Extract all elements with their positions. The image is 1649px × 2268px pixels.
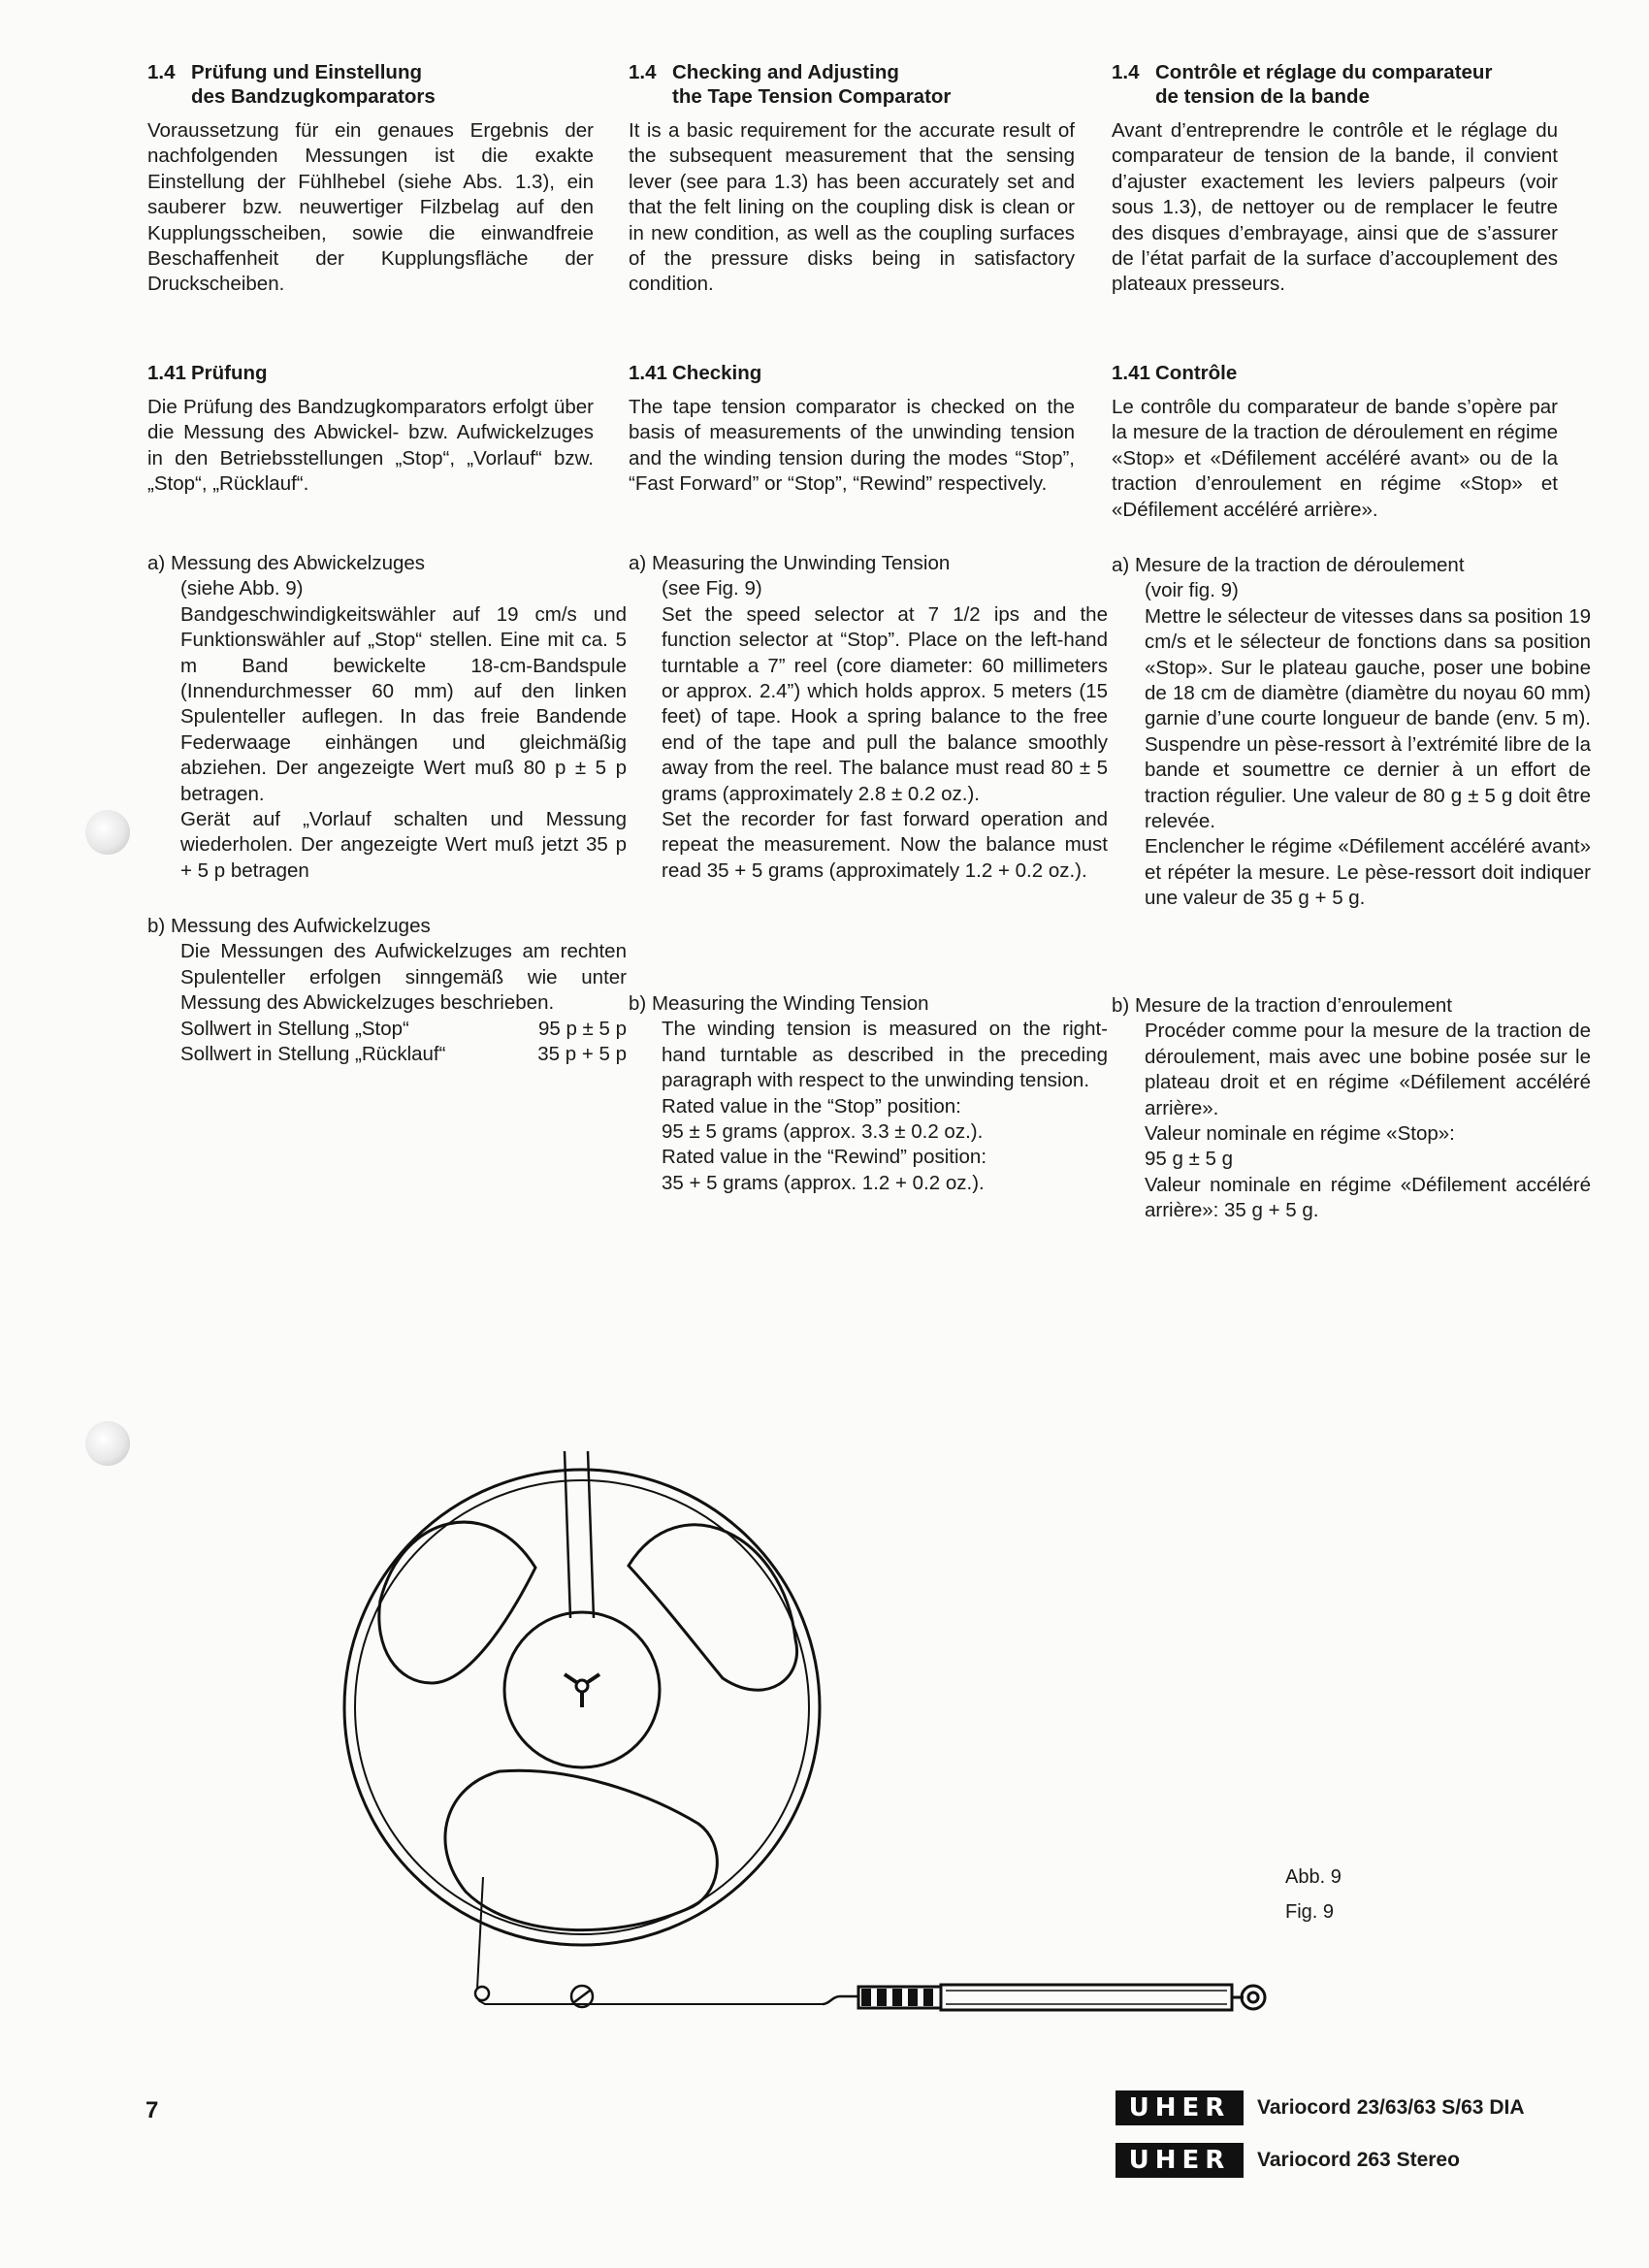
item-a: a) Measuring the Unwinding Tension (see Fig. 9) Set the speed selector at 7 1/2 ips and the function selector at “Stop”. Place on the left-hand turntable a 7” reel (core diameter: 60 millimeters or approx. 2.4”) which holds approx. 5 meters (15 feet) of tape. Hook a spring balance to the free end of the tape and pull the balance smoothly away from the reel. The balance must read 80 ± 5 grams (approximately 2.8 ± 0.2 oz.). Set the recorder for fast forward operation and repeat the measurement. Now the balance must read 35 + 5 grams (approximately 1.2 + 0.2 oz.). [629,551,1108,884]
item-a-text-2: Enclencher le régime «Défilement accéléré avant» et répéter la mesure. Le pèse-ressort doit indiquer une valeur de 35 g + 5 g. [1145,835,1591,910]
punch-hole-top [85,810,130,855]
section-heading-1-41: 1.41 Contrôle [1112,362,1238,384]
item-a-text-1: Mettre le sélecteur de vitesses dans sa position 19 cm/s et le sélecteur de fonctions dans sa position «Stop». Sur le plateau gauche, poser une bobine de 18 cm de diamètre (diamètre du noyau 60 mm) garnie d’une courte longueur de bande (env. 5 m). Suspendre un pèse-ressort à l’extrémité libre de la bande et soumettre ce dernier à un effort de traction régulier. Une valeur de 80 g ± 5 g doit être relevée. [1145,604,1591,833]
item-b-text-3: 95 ± 5 grams (approx. 3.3 ± 0.2 oz.). [662,1120,984,1144]
item-b-title: Mesure de la traction d’enroulement [1134,994,1452,1017]
item-b-text-2: Valeur nominale en régime «Stop»: [1145,1122,1455,1146]
section-heading-1-4: 1.4 Checking and Adjusting the Tape Tension Comparator [629,61,952,108]
item-a-text-2: Gerät auf „Vorlauf schalten und Messung wiederholen. Der angezeigte Wert muß jetzt 35 p + 5 p betragen [180,808,627,882]
figure-caption [1285,1860,1342,1929]
item-b-text-3: 95 g ± 5 g [1145,1148,1234,1171]
item-b: b) Measuring the Winding Tension The winding tension is measured on the right-hand turntable as described in the preceding paragraph with respect to the unwinding tension. Rated value in the “Stop” position: 95 ± 5 grams (approx. 3.3 ± 0.2 oz.). Rated value in the “Rewind” position: 35 + 5 grams (approx. 1.2 + 0.2 oz.). [629,991,1108,1196]
caption-english: Fig. 9 [1285,1901,1335,1923]
rated-value-rewind: Sollwert in Stellung „Rücklauf“ 35 p + 5 p [180,1043,627,1066]
brand-line-2 [1116,2143,1460,2178]
intro-paragraph: Voraussetzung für ein genaues Ergebnis der nachfolgenden Messungen ist die exakte Einstellung der Fühlhebel (siehe Abs. 1.3), ein sauberer bzw. neuwertiger Filzbelag auf den Kupplungsscheiben, sowie die einwandfreie Beschaffenheit der Kupplungsfläche der Druckscheiben. [147,119,594,296]
punch-hole-bottom [85,1421,130,1466]
checking-paragraph: Die Prüfung des Bandzugkomparators erfolgt über die Messung des Abwickel- bzw. Aufwickelzuges in den Betriebsstellungen „Stop“, „Vorlauf“ bzw. „Stop“, „Rücklauf“. [147,396,594,496]
uher-logo: UHER [1116,2090,1244,2125]
caption-german: Abb. 9 [1285,1866,1342,1888]
section-heading-1-4: 1.4 Contrôle et réglage du comparateur de tension de la bande [1112,61,1493,108]
model-name-1: Variocord 23/63/63 S/63 DIA [1257,2096,1525,2119]
model-name-2: Variocord 263 Stereo [1257,2149,1460,2171]
item-a-ref: (siehe Abb. 9) [180,577,304,600]
section-heading-1-4: 1.4 Prüfung und Einstellung des Bandzugkomparators [147,61,436,108]
checking-paragraph: Le contrôle du comparateur de bande s’opère par la mesure de la traction de déroulement en régime «Stop» et «Défilement accéléré avant» ou de la traction d’enroulement en régime «Stop» et «Défilement accéléré arrière». [1112,396,1558,521]
item-b-text-1: Procéder comme pour la mesure de la traction de déroulement, mais avec une bobine posée sur le plateau droit et en régime «Défilement accéléré arrière». [1145,1020,1591,1119]
item-b-text-4: Rated value in the “Rewind” position: [662,1146,987,1169]
item-a: a) Messung des Abwickelzuges (siehe Abb. 9) Bandgeschwindigkeitswähler auf 19 cm/s und Funktionswähler auf „Stop“ stellen. Eine mit ca. 5 m Band bewickelte 18-cm-Bandspule (Innendurchmesser 60 mm) auf den linken Spulenteller auflegen. In das freie Bandende Federwaage einhängen und gleichmäßig abziehen. Der angezeigte Wert muß 80 p ± 5 p betragen. Gerät auf „Vorlauf schalten und Messung wiederholen. Der angezeigte Wert muß jetzt 35 p + 5 p betragen [147,551,627,884]
item-b-text-1: The winding tension is measured on the right-hand turntable as described in the preceding paragraph with respect to the unwinding tension. [662,1018,1108,1092]
reel-spring-balance-illustration [340,1436,1271,2037]
section-heading-1-41: 1.41 Prüfung [147,362,268,384]
item-a-title: Mesure de la traction de déroulement [1134,554,1465,576]
section-heading-1-41: 1.41 Checking [629,362,762,384]
item-b-text-1: Die Messungen des Aufwickelzuges am rechten Spulenteller erfolgen sinngemäß wie unter Messung des Abwickelzuges beschrieben. [180,940,627,1015]
item-b-text-4: Valeur nominale en régime «Défilement accéléré arrière»: 35 g + 5 g. [1145,1173,1591,1222]
item-b-title: Measuring the Winding Tension [651,992,929,1015]
item-a-text-2: Set the recorder for fast forward operation and repeat the measurement. Now the balance must read 35 + 5 grams (approximately 1.2 + 0.2 oz.). [662,808,1108,882]
item-a-text-1: Bandgeschwindigkeitswähler auf 19 cm/s und Funktionswähler auf „Stop“ stellen. Eine mit ca. 5 m Band bewickelte 18-cm-Bandspule (Innendurchmesser 60 mm) auf den linken Spulenteller auflegen. In das freie Bandende Federwaage einhängen und gleichmäßig abziehen. Der angezeigte Wert muß 80 p ± 5 p betragen. [180,602,627,805]
intro-paragraph: It is a basic requirement for the accurate result of the subsequent measurement that the sensing lever (see para 1.3) has been accurately set and that the felt lining on the coupling disk is clean or in new condition, as well as the coupling surfaces of the pressure disks being in satisfactory condition. [629,119,1075,296]
item-b-text-2: Rated value in the “Stop” position: [662,1094,961,1118]
intro-paragraph: Avant d’entreprendre le contrôle et le réglage du comparateur de tension de la bande, il convient d’ajuster exactement les leviers palpeurs (voir sous 1.3), de nettoyer ou de remplacer le feutre des disques d’embrayage, ainsi que de s’assurer de l’état parfait de la surface d’accouplement des plateaux presseurs. [1112,119,1558,296]
item-a-text-1: Set the speed selector at 7 1/2 ips and the function selector at “Stop”. Place on the left-hand turntable a 7” reel (core diameter: 60 millimeters or approx. 2.4”) which holds approx. 5 meters (15 feet) of tape. Hook a spring balance to the free end of the tape and pull the balance smoothly away from the reel. The balance must read 80 ± 5 grams (approximately 2.8 ± 0.2 oz.). [662,602,1108,805]
page-number: 7 [146,2097,159,2123]
brand-line-1 [1116,2090,1524,2125]
rated-value-stop: Sollwert in Stellung „Stop“ 95 p ± 5 p [180,1017,627,1040]
item-a-title: Messung des Abwickelzuges [170,552,426,574]
item-a-title: Measuring the Unwinding Tension [651,552,951,574]
item-a-ref: (voir fig. 9) [1145,579,1239,602]
item-a-ref: (see Fig. 9) [662,577,762,600]
item-b: b) Mesure de la traction d’enroulement Procéder comme pour la mesure de la traction de déroulement, mais avec une bobine posée sur le plateau droit et en régime «Défilement accéléré arrière». Valeur nominale en régime «Stop»: 95 g ± 5 g Valeur nominale en régime «Défilement accéléré arrière»: 35 g + 5 g. [1112,993,1591,1224]
uher-logo: UHER [1116,2143,1244,2178]
item-b: b) Messung des Aufwickelzuges Die Messungen des Aufwickelzuges am rechten Spulenteller erfolgen sinngemäß wie unter Messung des Abwickelzuges beschrieben. Sollwert in Stellung „Stop“ 95 p ± 5 p Sollwert in Stellung „Rücklauf“ 35 p + 5 p [147,914,627,1067]
item-b-text-5: 35 + 5 grams (approx. 1.2 + 0.2 oz.). [662,1171,985,1194]
item-a: a) Mesure de la traction de déroulement (voir fig. 9) Mettre le sélecteur de vitesses dans sa position 19 cm/s et le sélecteur de fonctions dans sa position «Stop». Sur le plateau gauche, poser une bobine de 18 cm de diamètre (diamètre du noyau 60 mm) garnie d’une courte longueur de bande (env. 5 m). Suspendre un pèse-ressort à l’extrémité libre de la bande et soumettre ce dernier à un effort de traction régulier. Une valeur de 80 g ± 5 g doit être relevée. Enclencher le régime «Défilement accéléré avant» et répéter la mesure. Le pèse-ressort doit indiquer une valeur de 35 g + 5 g. [1112,553,1591,912]
checking-paragraph: The tape tension comparator is checked on the basis of measurements of the unwinding tension and the winding tension during the modes “Stop”, “Fast Forward” or “Stop”, “Rewind” respectively. [629,396,1075,496]
item-b-title: Messung des Aufwickelzuges [170,915,431,937]
